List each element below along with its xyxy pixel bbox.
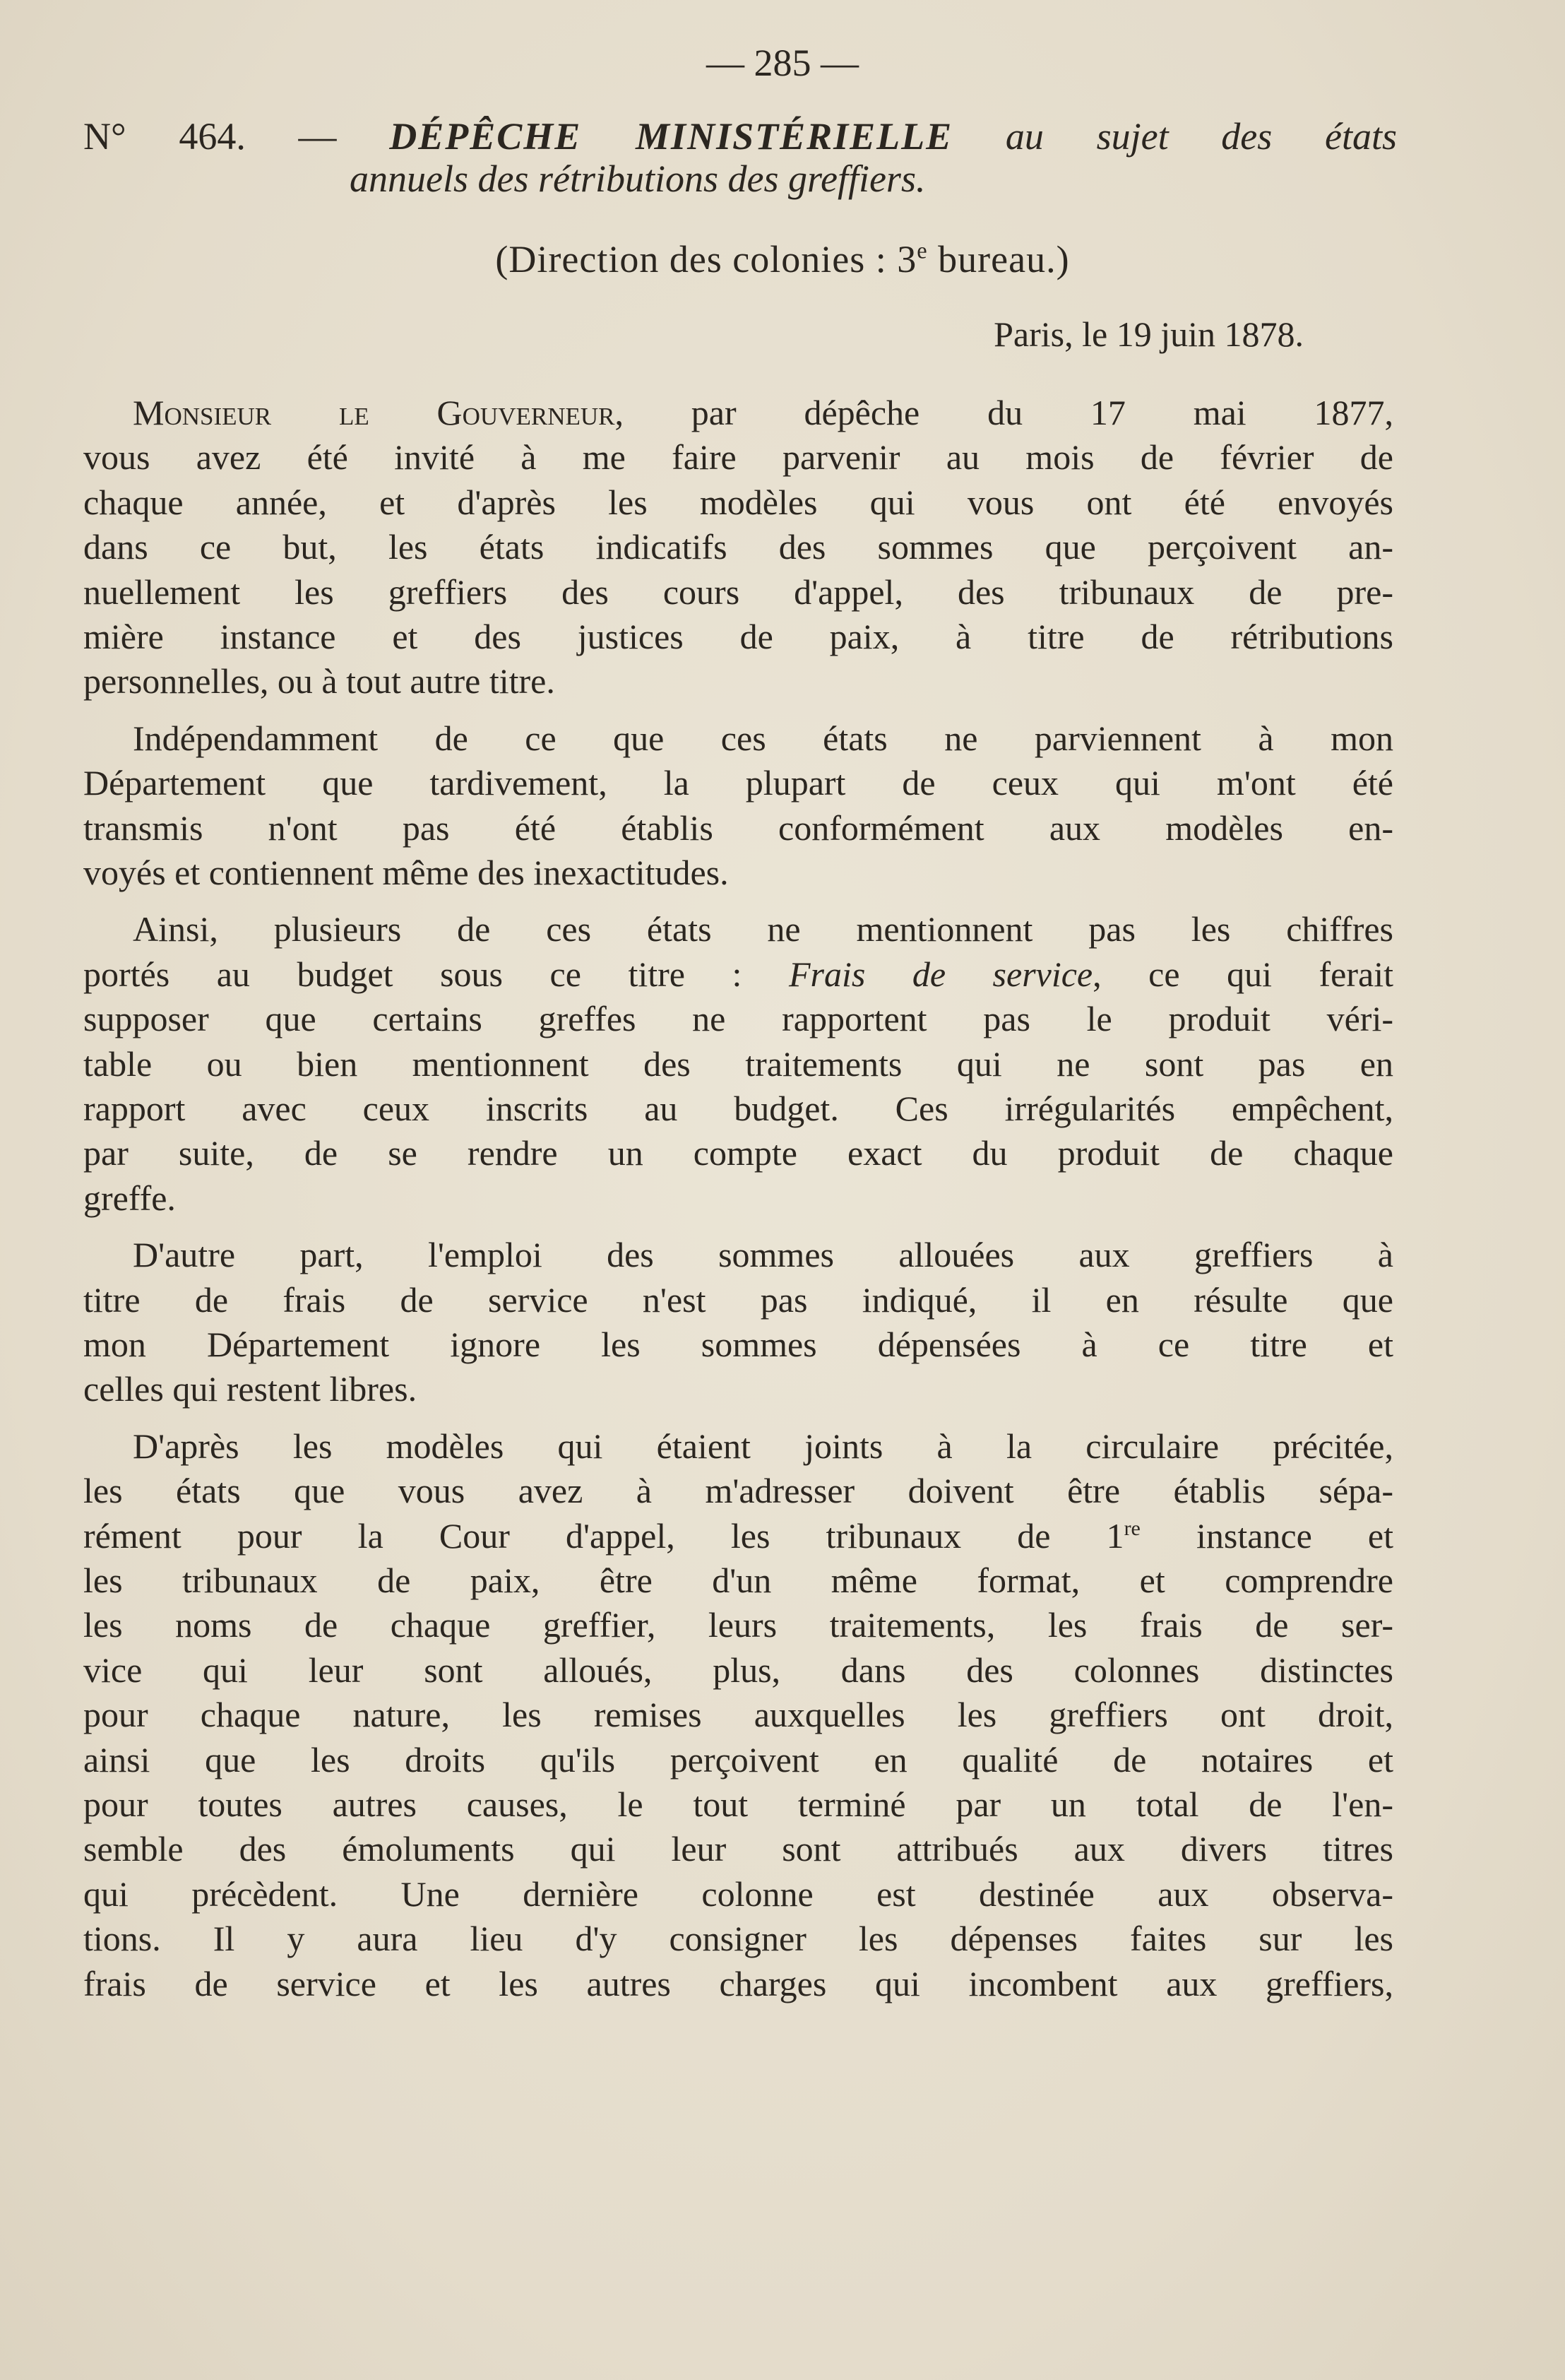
text-line: les états que vous avez à m'adresser doivent être établis sépa-: [83, 1471, 1393, 1511]
text-line: vice qui leur sont alloués, plus, dans des colonnes distinctes: [83, 1650, 1393, 1690]
text-line: [83, 1514, 1393, 1558]
text-line: [133, 391, 1393, 435]
text-line: celles qui restent libres.: [83, 1369, 417, 1409]
text-line: personnelles, ou à tout autre titre.: [83, 661, 555, 701]
text-line: Indépendamment de ce que ces états ne parviennent à mon: [133, 718, 1393, 758]
text-line: D'après les modèles qui étaient joints à la circulaire précitée,: [133, 1426, 1393, 1466]
text-line: vous avez été invité à me faire parvenir au mois de février de: [83, 437, 1393, 478]
text-line: les tribunaux de paix, être d'un même format, et comprendre: [83, 1561, 1393, 1600]
text-line: mon Département ignore les sommes dépensées à ce titre et: [83, 1325, 1393, 1364]
dateline: Paris, le 19 juin 1878.: [994, 314, 1304, 354]
text-fragment: , ce qui ferait: [1093, 954, 1393, 994]
text-line: les noms de chaque greffier, leurs traitements, les frais de ser-: [83, 1605, 1393, 1645]
direction-note: [0, 237, 1565, 281]
text-line: pour chaque nature, les remises auxquelles les greffiers ont droit,: [83, 1695, 1393, 1735]
text-line: semble des émoluments qui leur sont attribués aux divers titres: [83, 1829, 1393, 1869]
text-line: frais de service et les autres charges qui incombent aux greffiers,: [83, 1963, 1393, 2003]
text-line: transmis n'ont pas été établis conformément aux modèles en-: [83, 807, 1393, 848]
text-line: D'autre part, l'emploi des sommes allouées aux greffiers à: [133, 1235, 1393, 1275]
text-line: table ou bien mentionnent des traitements qui ne sont pas en: [83, 1043, 1393, 1084]
text-line: supposer que certains greffes ne rapportent pas le produit véri-: [83, 999, 1393, 1039]
text-line: mière instance et des justices de paix, à titre de rétributions: [83, 617, 1393, 656]
text-fragment: Frais de service: [788, 954, 1093, 994]
text-line: [83, 952, 1393, 997]
text-fragment: re: [1124, 1516, 1141, 1540]
text-fragment: rément pour la Cour d'appel, les tribunaux de 1: [83, 1515, 1124, 1556]
text-line: tions. Il y aura lieu d'y consigner les dépenses faites sur les: [83, 1919, 1393, 1959]
text-line: Département que tardivement, la plupart de ceux qui m'ont été: [83, 763, 1393, 803]
direction-text-end: bureau.): [927, 238, 1070, 280]
text-fragment: Monsieur le Gouverneur: [133, 393, 615, 432]
direction-text: (Direction des colonies : 3: [495, 238, 917, 280]
text-line: par suite, de se rendre un compte exact du produit de chaque: [83, 1133, 1393, 1173]
page-number: — 285 —: [706, 42, 859, 84]
text-line: titre de frais de service n'est pas indiqué, il en résulte que: [83, 1279, 1393, 1320]
text-line: voyés et contiennent même des inexactitudes.: [83, 853, 729, 892]
text-line: Ainsi, plusieurs de ces états ne mentionnent pas les chiffres: [133, 909, 1393, 949]
text-line: dans ce but, les états indicatifs des sommes que perçoivent an-: [83, 527, 1393, 567]
text-fragment: portés au budget sous ce titre :: [83, 954, 789, 994]
text-fragment: instance et: [1140, 1515, 1393, 1556]
document-number: N° 464. —: [83, 115, 390, 158]
direction-superscript: e: [917, 238, 928, 264]
document-subject-line2: annuels des rétributions des greffiers.: [350, 158, 926, 200]
text-line: greffe.: [83, 1178, 176, 1218]
text-line: qui précèdent. Une dernière colonne est destinée aux observa-: [83, 1873, 1393, 1914]
document-heading: [83, 114, 1397, 158]
text-line: pour toutes autres causes, le tout terminé par un total de l'en-: [83, 1784, 1393, 1824]
document-title: DÉPÊCHE MINISTÉRIELLE: [389, 115, 953, 158]
document-subject: au sujet des états: [953, 115, 1397, 158]
text-line: ainsi que les droits qu'ils perçoivent en qualité de notaires et: [83, 1739, 1393, 1780]
text-line: nuellement les greffiers des cours d'appel, des tribunaux de pre-: [83, 572, 1393, 612]
text-line: rapport avec ceux inscrits au budget. Ces irrégularités empêchent,: [83, 1089, 1393, 1128]
text-fragment: , par dépêche du 17 mai 1877,: [614, 393, 1394, 432]
text-line: chaque année, et d'après les modèles qui vous ont été envoyés: [83, 482, 1393, 522]
